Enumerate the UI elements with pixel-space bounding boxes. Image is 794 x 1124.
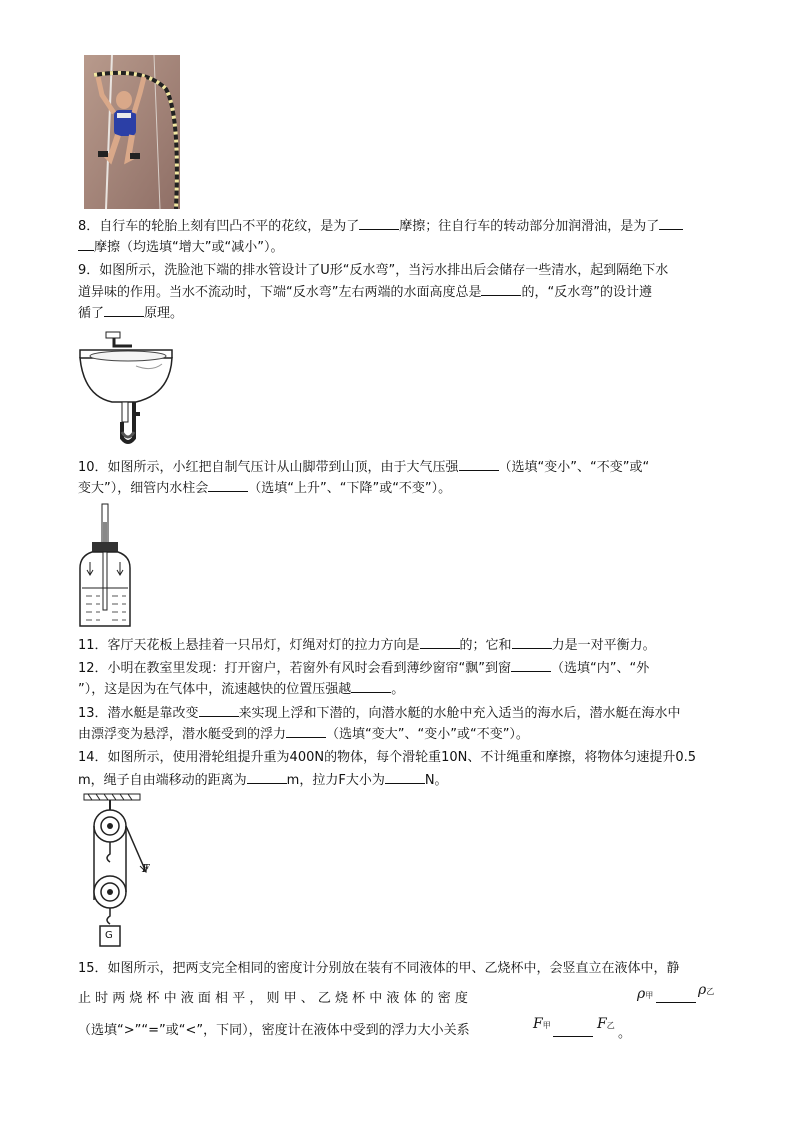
q10-line-1: 10．如图所示，小红把自制气压计从山脚带到山顶，由于大气压强 （选填“变小”、“不变”或“	[78, 460, 650, 475]
f-jia-symbol: F甲	[533, 1016, 551, 1032]
wash-basin-figure	[76, 326, 176, 448]
q9-blank-1[interactable]	[481, 283, 521, 296]
q8-blank-2b[interactable]	[78, 238, 94, 251]
q9-line-1: 9．如图所示，洗脸池下端的排水管设计了U形“反水弯”，当污水排出后会储存一些清水，起到隔绝下水	[78, 263, 669, 278]
q10-blank-2[interactable]	[208, 479, 248, 492]
q13-line-1: 13．潜水艇是靠改变 来实现上浮和下潜的，向潜水艇的水舱中充入适当的海水后，潜水艇在海水中	[78, 706, 681, 721]
q8-blank-2a[interactable]	[659, 217, 683, 230]
q9-blank-2[interactable]	[104, 304, 144, 317]
rho-yi-symbol: ρ乙	[698, 982, 715, 998]
f-yi-symbol: F乙	[597, 1016, 615, 1032]
q11-line-1: 11．客厅天花板上悬挂着一只吊灯，灯绳对灯的拉力方向是 的；它和 力是一对平衡力。	[78, 638, 656, 653]
q8-line-1: 8．自行车的轮胎上刻有凹凸不平的花纹，是为了 摩擦；往自行车的转动部分加润滑油，是为了	[78, 217, 683, 236]
q15-blank-1[interactable]	[656, 990, 696, 1003]
q13-blank-1[interactable]	[199, 704, 239, 717]
q12-line-2: ”），这是因为在气体中，流速越快的位置压强越 。	[78, 682, 405, 697]
q14-blank-2[interactable]	[385, 771, 425, 784]
q11-blank-1[interactable]	[420, 636, 460, 649]
q15-line-2: 止 时 两 烧 杯 中 液 面 相 平 ， 则 甲 、 乙 烧 杯 中 液 体 的 密 度	[78, 991, 468, 1006]
pole-vault-photo	[84, 55, 180, 209]
q8-line-2: 摩擦（均选填“增大”或“减小”）。	[78, 238, 283, 257]
q11-blank-2[interactable]	[512, 636, 552, 649]
force-f-label: F	[142, 862, 150, 875]
rho-jia-symbol: ρ甲	[637, 986, 654, 1002]
pulley-figure	[80, 792, 164, 950]
q12-line-1: 12．小明在教室里发现：打开窗户，若窗外有风时会看到薄纱窗帘“飘”到窗 （选填“内”、“外	[78, 661, 650, 676]
q14-blank-1[interactable]	[247, 771, 287, 784]
q15-line-1: 15．如图所示，把两支完全相同的密度计分别放在装有不同液体的甲、乙烧杯中，会竖直立在液体中，静	[78, 961, 680, 976]
q9-line-2: 道异味的作用。当水不流动时，下端“反水弯”左右两端的水面高度总是 的，“反水弯”的设计遵	[78, 285, 652, 300]
q9-line-3: 循了 原理。	[78, 306, 184, 321]
q13-blank-2[interactable]	[286, 725, 326, 738]
q15-period: 。	[618, 1026, 632, 1041]
q8-blank-1[interactable]	[359, 217, 399, 230]
q10-blank-1[interactable]	[459, 458, 499, 471]
q15-line-3: （选填“>”“=”或“<”，下同），密度计在液体中受到的浮力大小关系	[78, 1023, 470, 1038]
q14-line-2: m，绳子自由端移动的距离为 m，拉力F大小为 N。	[78, 773, 448, 788]
q13-line-2: 由漂浮变为悬浮，潜水艇受到的浮力 （选填“变大”、“变小”或“不变”）。	[78, 727, 529, 742]
q10-line-2: 变大”），细管内水柱会 （选填“上升”、“下降”或“不变”）。	[78, 481, 452, 496]
q15-blank-2[interactable]	[553, 1024, 593, 1037]
q12-blank-1[interactable]	[511, 659, 551, 672]
weight-g-label: G	[105, 930, 113, 941]
q12-blank-2[interactable]	[351, 680, 391, 693]
barometer-figure	[76, 502, 136, 632]
q14-line-1: 14．如图所示，使用滑轮组提升重为400N的物体，每个滑轮重10N、不计绳重和摩擦，将物体匀速提升0.5	[78, 750, 697, 765]
